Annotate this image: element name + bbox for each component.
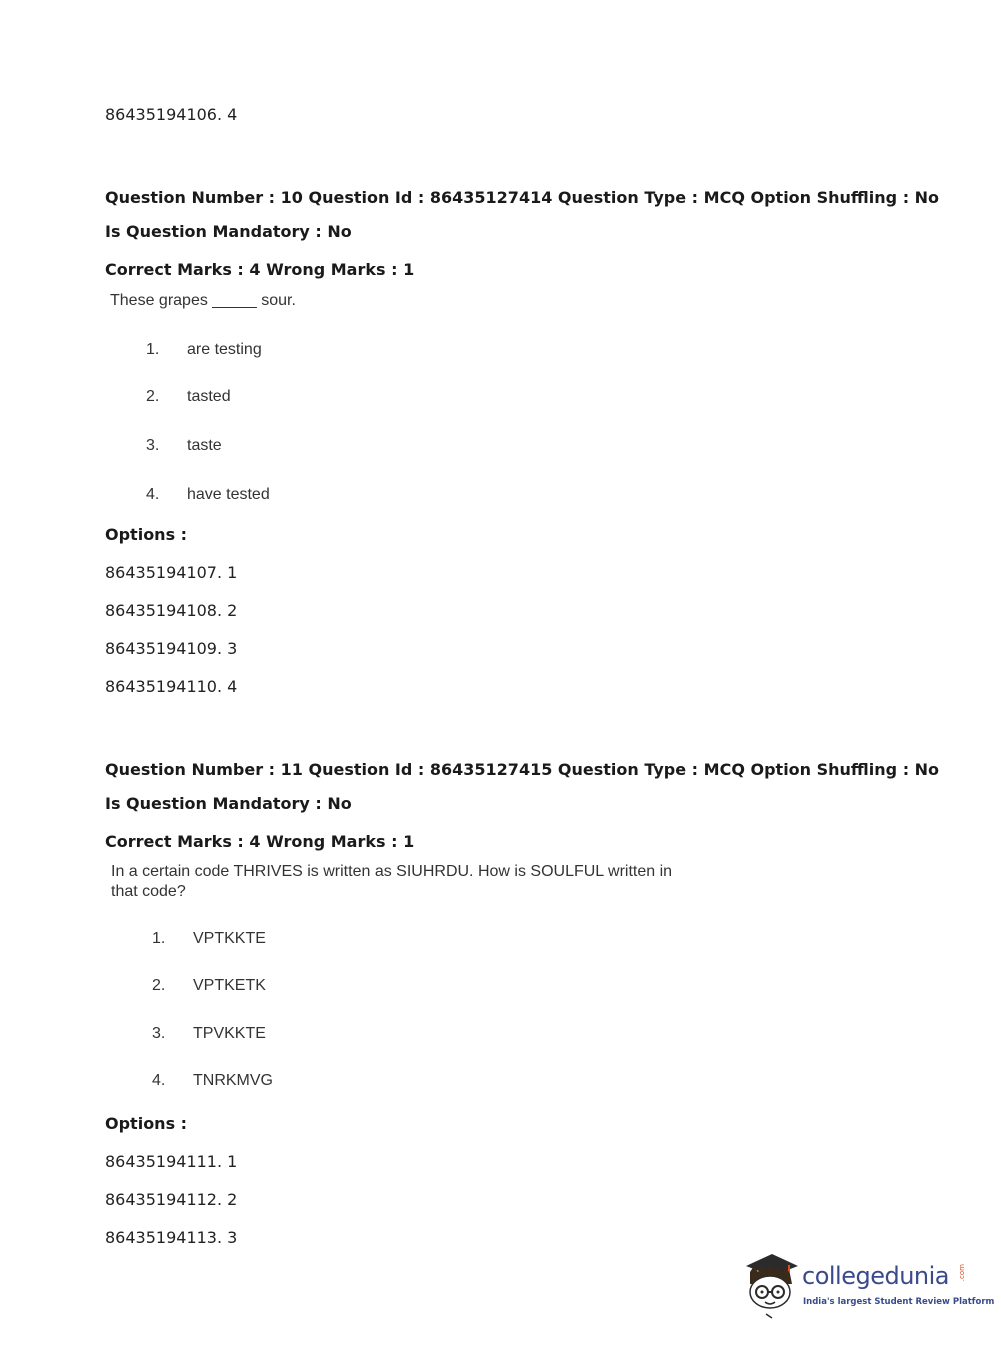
question-stem: These grapes _____ sour. [110,292,296,309]
logo-wordmark: collegedunia [802,1262,950,1290]
question-header: Question Number : 10 Question Id : 86435127414 Question Type : MCQ Option Shuffling : No [105,188,940,207]
choice-text: VPTKKTE [193,930,266,947]
choice-number: 3. [152,1025,166,1042]
choice-text: are testing [187,341,262,358]
choice-number: 4. [152,1072,166,1089]
choice-number: 1. [146,341,160,358]
option-line: 86435194108. 2 [105,601,238,620]
question-stem [111,862,672,902]
options-label: Options : [105,525,188,544]
question-marks: Correct Marks : 4 Wrong Marks : 1 [105,832,415,851]
mascot-icon [742,1250,804,1320]
logo-suffix: .com [958,1264,966,1282]
choice-number: 4. [146,486,160,503]
collegedunia-logo [742,1250,995,1320]
choice-number: 3. [146,437,160,454]
option-line: 86435194106. 4 [105,105,238,124]
stem-line: In a certain code THRIVES is written as SIUHRDU. How is SOULFUL written in [111,863,673,880]
question-mandatory: Is Question Mandatory : No [105,794,352,813]
choice-number: 1. [152,930,166,947]
choice-text: have tested [187,486,270,503]
options-label: Options : [105,1114,188,1133]
option-line: 86435194110. 4 [105,677,238,696]
choice-text: TPVKKTE [193,1025,266,1042]
choice-text: TNRKMVG [193,1072,273,1089]
option-line: 86435194112. 2 [105,1190,238,1209]
choice-text: tasted [187,388,231,405]
option-line: 86435194113. 3 [105,1228,238,1247]
question-header: Question Number : 11 Question Id : 86435127415 Question Type : MCQ Option Shuffling : No [105,760,940,779]
question-mandatory: Is Question Mandatory : No [105,222,352,241]
question-marks: Correct Marks : 4 Wrong Marks : 1 [105,260,415,279]
choice-text: taste [187,437,222,454]
stem-line: that code? [111,883,186,900]
option-line: 86435194107. 1 [105,563,238,582]
logo-tagline: India's largest Student Review Platform [803,1297,995,1307]
choice-number: 2. [146,388,160,405]
choice-text: VPTKETK [193,977,266,994]
choice-number: 2. [152,977,166,994]
option-line: 86435194111. 1 [105,1152,238,1171]
option-line: 86435194109. 3 [105,639,238,658]
